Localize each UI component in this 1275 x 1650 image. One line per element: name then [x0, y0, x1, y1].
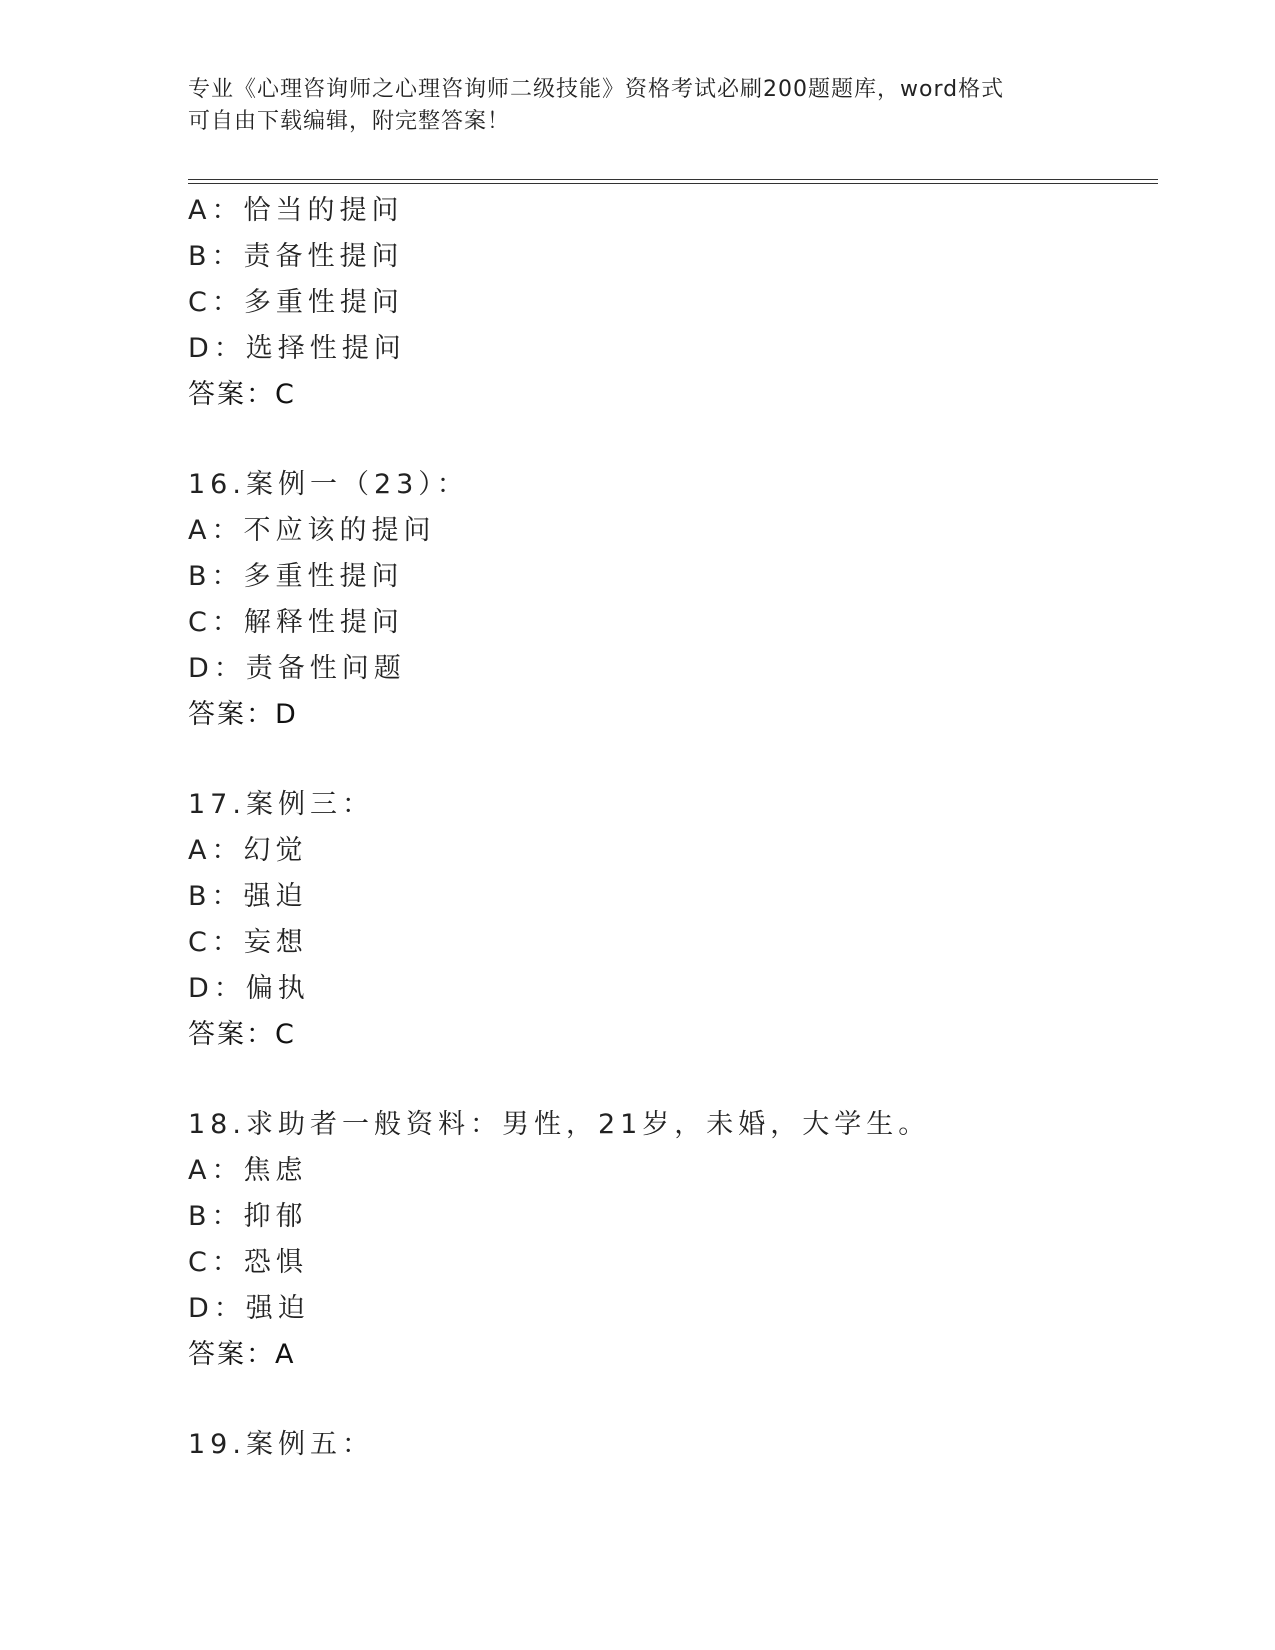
- header-line-1: 专业《心理咨询师之心理咨询师二级技能》资格考试必刷200题题库，word格式: [188, 77, 1005, 102]
- option-d: D：强迫: [188, 1293, 310, 1324]
- option-b: B：强迫: [188, 881, 308, 912]
- option-d: D：偏执: [188, 973, 310, 1004]
- option-d: D：责备性问题: [188, 653, 406, 684]
- block-spacer: [188, 1378, 1148, 1422]
- option-d: D：选择性提问: [188, 333, 406, 364]
- question-stem: 16.案例一（23）：: [188, 469, 469, 500]
- option-a: A：恰当的提问: [188, 195, 404, 226]
- option-c: C：妄想: [188, 927, 308, 958]
- question-stem: 17.案例三：: [188, 789, 374, 820]
- question-stem: 18.求助者一般资料：男性，21岁，未婚，大学生。: [188, 1109, 931, 1140]
- option-b: B：抑郁: [188, 1201, 308, 1232]
- block-spacer: [188, 1058, 1148, 1102]
- header-divider-top: [188, 179, 1158, 180]
- option-c: C：恐惧: [188, 1247, 308, 1278]
- option-b: B：多重性提问: [188, 561, 404, 592]
- block-spacer: [188, 738, 1148, 782]
- question-stem: 19.案例五：: [188, 1429, 374, 1460]
- answer-line: 答案：A: [188, 1339, 296, 1370]
- question-block-18: [188, 1102, 1148, 1378]
- question-block-17: [188, 782, 1148, 1058]
- header-divider-bottom: [188, 183, 1158, 184]
- question-block-15: [188, 188, 1148, 418]
- question-list: [188, 188, 1148, 1468]
- option-a: A：焦虑: [188, 1155, 308, 1186]
- answer-line: 答案：C: [188, 379, 296, 410]
- answer-line: 答案：D: [188, 699, 298, 730]
- question-block-19: [188, 1422, 1148, 1468]
- option-a: A：幻觉: [188, 835, 308, 866]
- option-c: C：多重性提问: [188, 287, 404, 318]
- option-b: B：责备性提问: [188, 241, 404, 272]
- option-c: C：解释性提问: [188, 607, 404, 638]
- answer-line: 答案：C: [188, 1019, 296, 1050]
- header-line-2: 可自由下载编辑，附完整答案！: [188, 109, 511, 134]
- block-spacer: [188, 418, 1148, 462]
- question-block-16: [188, 462, 1148, 738]
- option-a: A：不应该的提问: [188, 515, 436, 546]
- document-header: [188, 74, 1088, 138]
